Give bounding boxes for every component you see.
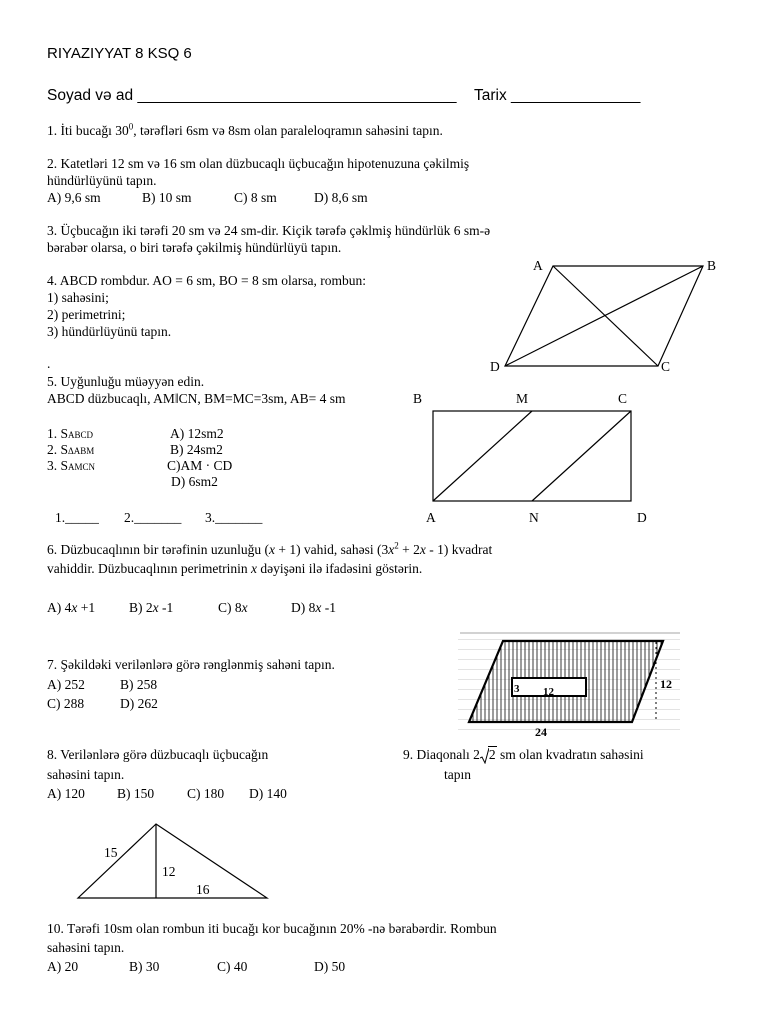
q10-option-c[interactable]: C) 40 bbox=[217, 959, 248, 974]
label-m: M bbox=[516, 391, 529, 406]
q7-line1: 7. Şəkildəki verilənlərə görə rənglənmiş sahəni tapın. bbox=[47, 657, 335, 672]
q2-option-d[interactable]: D) 8,6 sm bbox=[314, 190, 368, 205]
q9-line1: 9. Diaqonalı 2 2 sm olan kvadratın sahəsini bbox=[403, 747, 644, 762]
q7-option-c[interactable]: C) 288 bbox=[47, 696, 85, 711]
q10-option-b[interactable]: B) 30 bbox=[129, 959, 160, 974]
hatched-parallelogram-figure bbox=[455, 630, 685, 740]
label-n: N bbox=[529, 510, 539, 525]
q7-option-a[interactable]: A) 252 bbox=[47, 677, 85, 692]
q8-line1: 8. Verilənlərə görə düzbucaqlı üçbucağın bbox=[47, 747, 269, 762]
label-height: 12 bbox=[660, 677, 672, 691]
q5-right-b: B) 24sm2 bbox=[170, 442, 223, 457]
diagonal-bd bbox=[505, 266, 703, 366]
label-d: D bbox=[637, 510, 647, 525]
q6-line1: 6. Düzbucaqlının bir tərəfinin uzunluğu (x + 1) vahid, sahəsi $(3x^2 + 2x - 1)$ kvadrat bbox=[47, 540, 493, 557]
sqrt-symbol: 2 bbox=[480, 747, 497, 763]
q8-option-c[interactable]: C) 180 bbox=[187, 786, 225, 801]
q6-option-d[interactable]: D) 8x -1 bbox=[291, 600, 336, 615]
q2-option-c[interactable]: C) 8 sm bbox=[234, 190, 277, 205]
label-side: 15 bbox=[104, 845, 118, 860]
label-c: C bbox=[618, 391, 628, 406]
q1-text-end: , tərəfləri 6sm və 8sm olan paraleloqramın sahəsini tapın. bbox=[133, 123, 443, 138]
label-d: D bbox=[490, 359, 500, 374]
date-label: Tarix bbox=[474, 87, 507, 104]
q5-right-d: D) 6sm2 bbox=[171, 474, 218, 489]
label-b: B bbox=[707, 258, 717, 273]
q7-option-d[interactable]: D) 262 bbox=[120, 696, 158, 711]
q2-line1: 2. Katetləri 12 sm və 16 sm olan düzbucaqlı üçbucağın hipotenuzuna çəkilmiş bbox=[47, 156, 470, 171]
q7-option-b[interactable]: B) 258 bbox=[120, 677, 158, 692]
label-c: C bbox=[661, 359, 671, 374]
q10-option-a[interactable]: A) 20 bbox=[47, 959, 79, 974]
date-line: _______________ bbox=[511, 87, 641, 104]
label-inner-width: 12 bbox=[543, 686, 554, 698]
q5-answer-2[interactable]: 2._______ bbox=[124, 510, 182, 525]
q4-item-3: 3) hündürlüyünü tapın. bbox=[47, 324, 172, 339]
q9-line2: tapın bbox=[444, 767, 471, 782]
triangle-figure bbox=[70, 815, 280, 905]
q3-line2: bərabər olarsa, o biri tərəfə çəkilmiş hündürlüyü tapın. bbox=[47, 240, 342, 255]
q6-line2: vahiddir. Düzbucaqlının perimetrinin x dəyişəni ilə ifadəsini göstərin. bbox=[47, 561, 423, 576]
diagonal-ac bbox=[553, 266, 658, 366]
q5-left-3: 3. SAMCN bbox=[47, 458, 96, 473]
q6-option-c[interactable]: C) 8x bbox=[218, 600, 248, 615]
q5-answer-1[interactable]: 1._____ bbox=[55, 510, 99, 525]
q5-right-a: A) 12sm2 bbox=[170, 426, 224, 441]
segment-nc bbox=[532, 411, 631, 501]
q5-line1: 5. Uyğunluğu müəyyən edin. bbox=[47, 374, 205, 389]
q4-item-1: 1) sahəsini; bbox=[47, 290, 109, 305]
q5-left-2: 2. SΔABM bbox=[47, 442, 95, 457]
question-1 bbox=[47, 123, 443, 139]
name-line: _____________________________________ bbox=[137, 87, 457, 104]
label-a: A bbox=[426, 510, 436, 525]
rectangle-abcd bbox=[433, 411, 631, 501]
q8-option-d[interactable]: D) 140 bbox=[249, 786, 287, 801]
q8-option-b[interactable]: B) 150 bbox=[117, 786, 155, 801]
q10-line2: sahəsini tapın. bbox=[47, 940, 125, 955]
q5-line2: ABCD düzbucaqlı, AM‖CN, BM=MC=3sm, AB= 4 sm bbox=[47, 391, 346, 406]
q2-option-b[interactable]: B) 10 sm bbox=[142, 190, 192, 205]
q2-option-a[interactable]: A) 9,6 sm bbox=[47, 190, 101, 205]
triangle-outline bbox=[78, 824, 267, 898]
q1-degree: 0 bbox=[128, 121, 134, 132]
q1-text: 1. İti bucağı 30 bbox=[47, 123, 129, 138]
stray-dot: . bbox=[47, 356, 51, 371]
q4-line1: 4. ABCD rombdur. AO = 6 sm, BO = 8 sm olarsa, rombun: bbox=[47, 273, 366, 288]
label-inner-height: 3 bbox=[514, 683, 520, 695]
q6-option-a[interactable]: A) 4x +1 bbox=[47, 600, 96, 615]
q5-left-1: 1. SABCD bbox=[47, 426, 94, 441]
test-title: RIYAZIYYAT 8 KSQ 6 bbox=[47, 45, 192, 62]
name-label: Soyad və ad bbox=[47, 87, 134, 104]
q2-line2: hündürlüyünü tapın. bbox=[47, 173, 157, 188]
rhombus-figure bbox=[485, 255, 725, 380]
label-b: B bbox=[413, 391, 423, 406]
q3-line1: 3. Üçbucağın iki tərəfi 20 sm və 24 sm-dir. Kiçik tərəfə çəklmiş hündürlük 6 sm-ə bbox=[47, 223, 491, 238]
q8-line2: sahəsini tapın. bbox=[47, 767, 125, 782]
q4-item-2: 2) perimetrini; bbox=[47, 307, 126, 322]
label-segment: 16 bbox=[196, 882, 210, 897]
label-a: A bbox=[533, 258, 543, 273]
q8-option-a[interactable]: A) 120 bbox=[47, 786, 85, 801]
name-field[interactable] bbox=[47, 87, 456, 105]
q10-line1: 10. Tərəfi 10sm olan rombun iti bucağı kor bucağının 20% -nə bərabərdir. Rombun bbox=[47, 921, 497, 936]
q6-option-b[interactable]: B) 2x -1 bbox=[129, 600, 174, 615]
q5-answer-3[interactable]: 3._______ bbox=[205, 510, 263, 525]
date-field[interactable] bbox=[474, 87, 640, 105]
q10-option-d[interactable]: D) 50 bbox=[314, 959, 346, 974]
q5-right-c: C)AM · CD bbox=[167, 458, 233, 473]
rectangle-figure bbox=[405, 388, 665, 528]
label-base: 24 bbox=[535, 725, 547, 739]
label-height: 12 bbox=[162, 864, 176, 879]
segment-am bbox=[433, 411, 532, 501]
